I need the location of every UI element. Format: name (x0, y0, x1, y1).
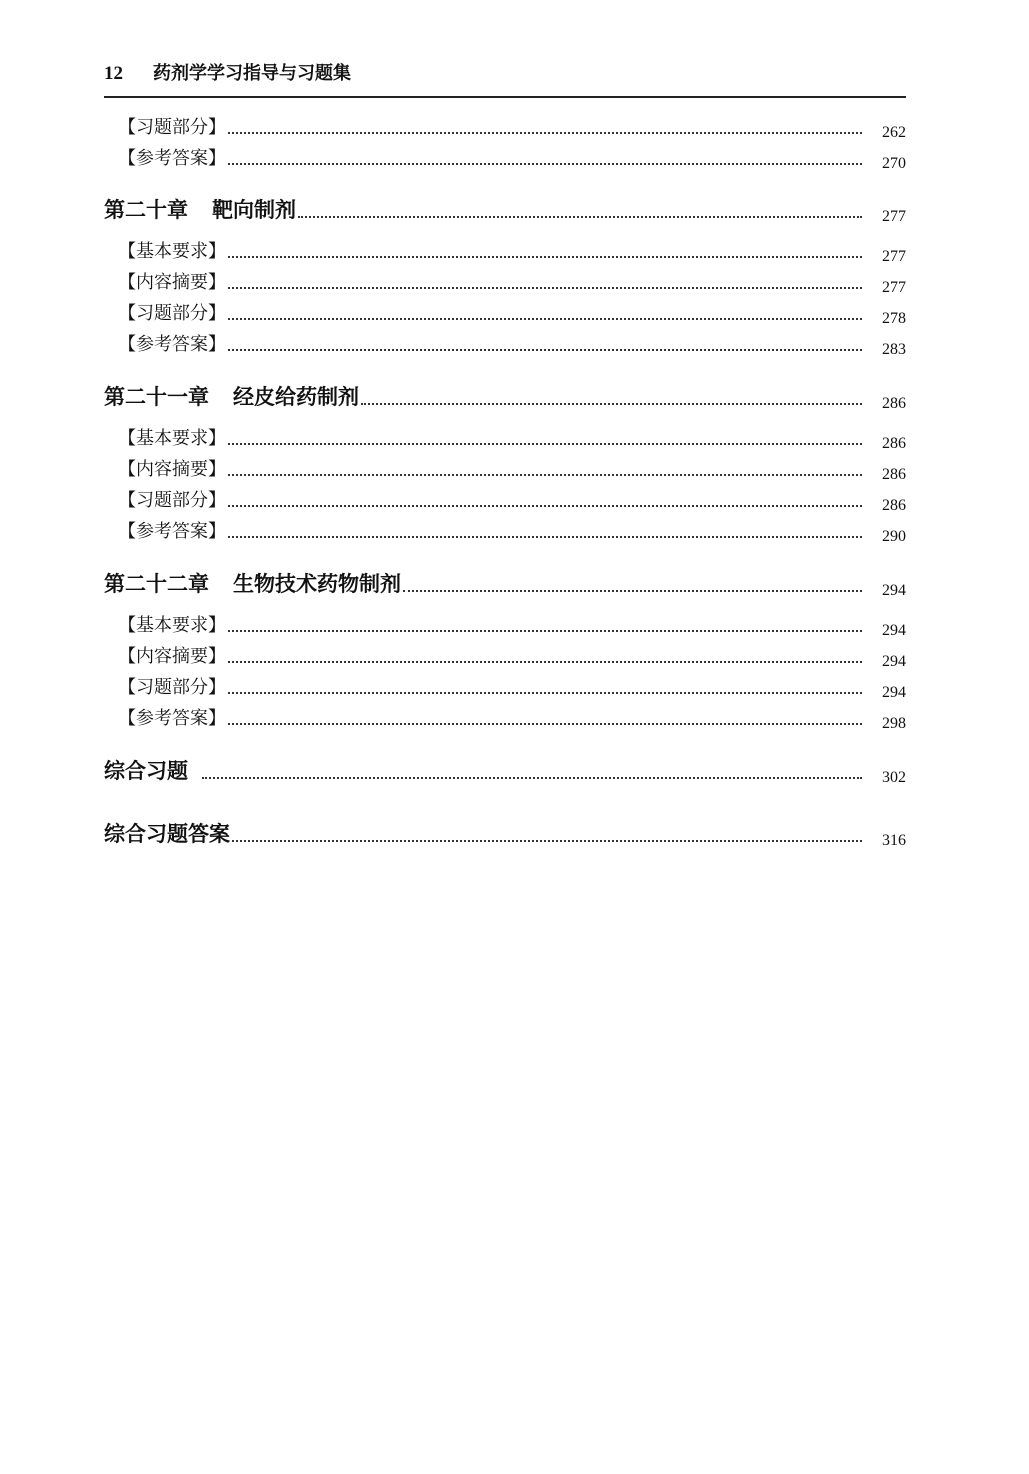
toc-entry-page: 286 (882, 466, 906, 483)
toc-entry-label: 【内容摘要】 (118, 459, 226, 480)
toc-entry-page: 283 (882, 341, 906, 358)
toc-chapter-20[interactable] (104, 196, 906, 224)
dot-leader (228, 443, 862, 445)
dot-leader (202, 777, 862, 779)
dot-leader (403, 590, 862, 592)
toc-entry-requirements[interactable] (104, 240, 906, 264)
toc-entry-page: 277 (882, 208, 906, 225)
chapter-number: 第二十二章 (104, 572, 209, 596)
toc-entry-page: 286 (882, 497, 906, 514)
chapter-title: 生物技术药物制剂 (233, 572, 401, 596)
chapter-heading (104, 196, 296, 224)
dot-leader (228, 163, 862, 165)
toc-entry-page: 294 (882, 622, 906, 639)
toc-entry-label: 【参考答案】 (118, 708, 226, 729)
toc-entry-label: 【参考答案】 (118, 148, 226, 169)
dot-leader (228, 536, 862, 538)
dot-leader (298, 216, 862, 218)
toc-entry-summary[interactable] (104, 645, 906, 669)
dot-leader (361, 403, 862, 405)
toc-entry-page: 298 (882, 715, 906, 732)
toc-chapter-22[interactable] (104, 570, 906, 598)
toc-entry-answers[interactable] (104, 707, 906, 731)
toc-chapter-21[interactable] (104, 383, 906, 411)
toc-entry-label: 【基本要求】 (118, 428, 226, 449)
dot-leader (228, 630, 862, 632)
chapter-heading: 综合习题 (104, 759, 188, 783)
toc-entry-label: 【基本要求】 (118, 615, 226, 636)
dot-leader (228, 256, 862, 258)
toc-entry-label: 【基本要求】 (118, 241, 226, 262)
toc-entry-page: 294 (882, 684, 906, 701)
toc-entry-answers[interactable] (104, 333, 906, 357)
toc-entry-summary[interactable] (104, 271, 906, 295)
toc-entry-label: 【习题部分】 (118, 677, 226, 698)
toc-comprehensive-exercises[interactable] (104, 757, 906, 785)
toc-entry-answers[interactable] (104, 147, 906, 171)
dot-leader (228, 474, 862, 476)
chapter-heading (104, 570, 401, 598)
toc-entry-page: 302 (882, 769, 906, 786)
toc-entry-page: 294 (882, 653, 906, 670)
book-title: 药剂学学习指导与习题集 (153, 63, 351, 84)
toc-entry-requirements[interactable] (104, 614, 906, 638)
toc-entry-label: 【习题部分】 (118, 117, 226, 138)
toc-entry-label: 【内容摘要】 (118, 272, 226, 293)
toc-entry-label: 【内容摘要】 (118, 646, 226, 667)
page-number: 12 (104, 63, 123, 84)
chapter-title: 靶向制剂 (212, 198, 296, 222)
dot-leader (228, 318, 862, 320)
toc-entry-label: 【参考答案】 (118, 521, 226, 542)
toc-entry-exercises[interactable] (104, 489, 906, 513)
toc-entry-page: 262 (882, 124, 906, 141)
dot-leader (228, 661, 862, 663)
dot-leader (228, 692, 862, 694)
chapter-number: 第二十章 (104, 198, 188, 222)
toc-entry-label: 【习题部分】 (118, 303, 226, 324)
toc-comprehensive-answers[interactable] (104, 820, 906, 848)
toc-entry-exercises[interactable] (104, 116, 906, 140)
chapter-heading: 综合习题答案 (104, 822, 230, 846)
chapter-heading (104, 383, 359, 411)
toc-entry-page: 277 (882, 279, 906, 296)
toc-entry-answers[interactable] (104, 520, 906, 544)
toc-entry-page: 286 (882, 395, 906, 412)
toc-entry-summary[interactable] (104, 458, 906, 482)
dot-leader (228, 287, 862, 289)
dot-leader (232, 840, 862, 842)
toc-entry-page: 286 (882, 435, 906, 452)
toc-entry-page: 290 (882, 528, 906, 545)
page-header (104, 62, 906, 98)
toc-entry-page: 278 (882, 310, 906, 327)
toc-entry-label: 【习题部分】 (118, 490, 226, 511)
toc-entry-requirements[interactable] (104, 427, 906, 451)
toc-entry-exercises[interactable] (104, 302, 906, 326)
toc-entry-page: 270 (882, 155, 906, 172)
chapter-number: 第二十一章 (104, 385, 209, 409)
toc-entry-page: 316 (882, 832, 906, 849)
toc-entry-label: 【参考答案】 (118, 334, 226, 355)
chapter-title: 经皮给药制剂 (233, 385, 359, 409)
toc-entry-page: 294 (882, 582, 906, 599)
toc-entry-exercises[interactable] (104, 676, 906, 700)
toc-entry-page: 277 (882, 248, 906, 265)
dot-leader (228, 723, 862, 725)
dot-leader (228, 349, 862, 351)
dot-leader (228, 132, 862, 134)
dot-leader (228, 505, 862, 507)
